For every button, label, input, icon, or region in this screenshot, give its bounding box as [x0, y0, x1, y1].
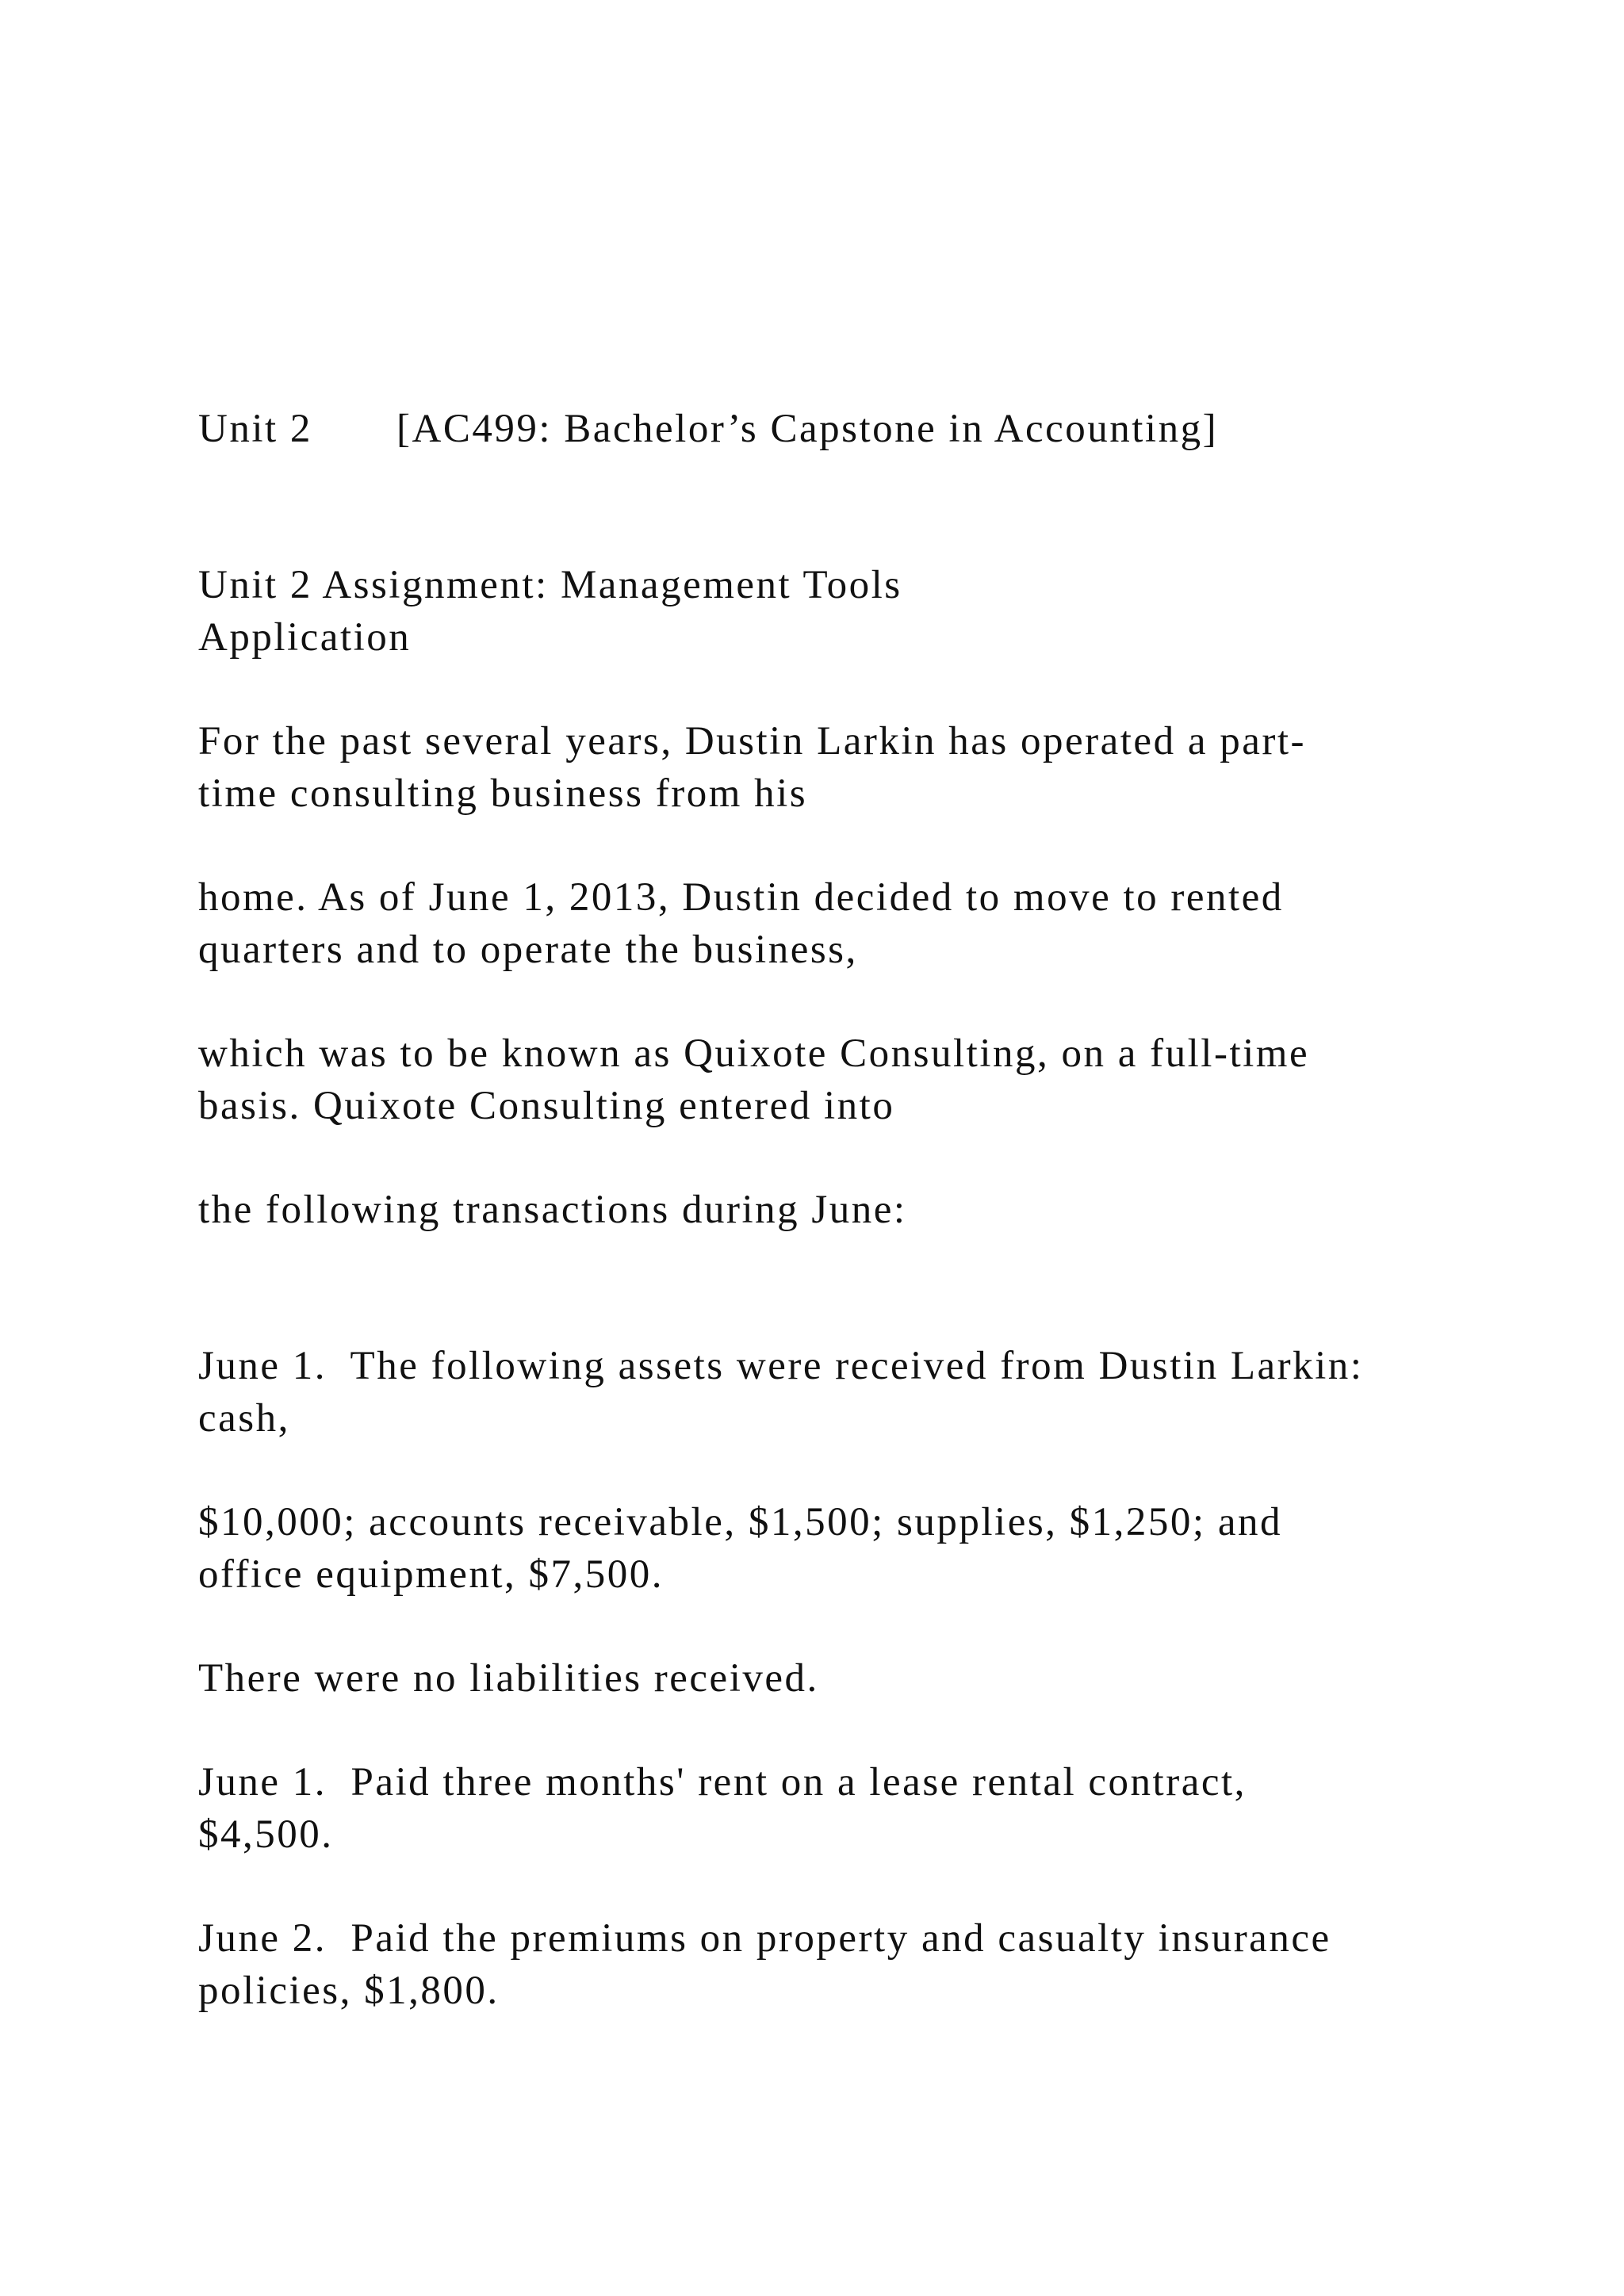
intro-paragraph-3-line-1: which was to be known as Quixote Consulting, on a full-time: [198, 1031, 1310, 1076]
assignment-title-line-1: Unit 2 Assignment: Management Tools: [198, 563, 902, 607]
header-unit: Unit 2: [198, 407, 312, 451]
intro-paragraph-3-line-2: basis. Quixote Consulting entered into: [198, 1084, 895, 1128]
transaction-june-1-liabilities: There were no liabilities received.: [198, 1656, 819, 1701]
transaction-june-1-amounts-line-1: $10,000; accounts receivable, $1,500; supplies, $1,250; and: [198, 1500, 1282, 1544]
transaction-june-2-insurance-line-2: policies, $1,800.: [198, 1969, 500, 2013]
transaction-june-1-rent-line-2: $4,500.: [198, 1812, 334, 1857]
transaction-june-1-assets-line-1: June 1. The following assets were received from Dustin Larkin:: [198, 1344, 1364, 1388]
transaction-june-1-assets-line-2: cash,: [198, 1396, 290, 1441]
header-course-title: [AC499: Bachelor’s Capstone in Accounting]: [396, 407, 1219, 451]
intro-paragraph-2-line-1: home. As of June 1, 2013, Dustin decided to move to rented: [198, 875, 1284, 920]
transaction-june-1-amounts-line-2: office equipment, $7,500.: [198, 1552, 665, 1597]
intro-paragraph-1-line-2: time consulting business from his: [198, 771, 808, 816]
intro-paragraph-1-line-1: For the past several years, Dustin Larkin has operated a part-: [198, 719, 1306, 763]
intro-paragraph-2-line-2: quarters and to operate the business,: [198, 928, 858, 972]
transaction-june-2-insurance-line-1: June 2. Paid the premiums on property and casualty insurance: [198, 1916, 1331, 1961]
intro-paragraph-4-line-1: the following transactions during June:: [198, 1188, 907, 1232]
assignment-title-line-2: Application: [198, 615, 412, 660]
transaction-june-1-rent-line-1: June 1. Paid three months' rent on a lease rental contract,: [198, 1760, 1247, 1804]
